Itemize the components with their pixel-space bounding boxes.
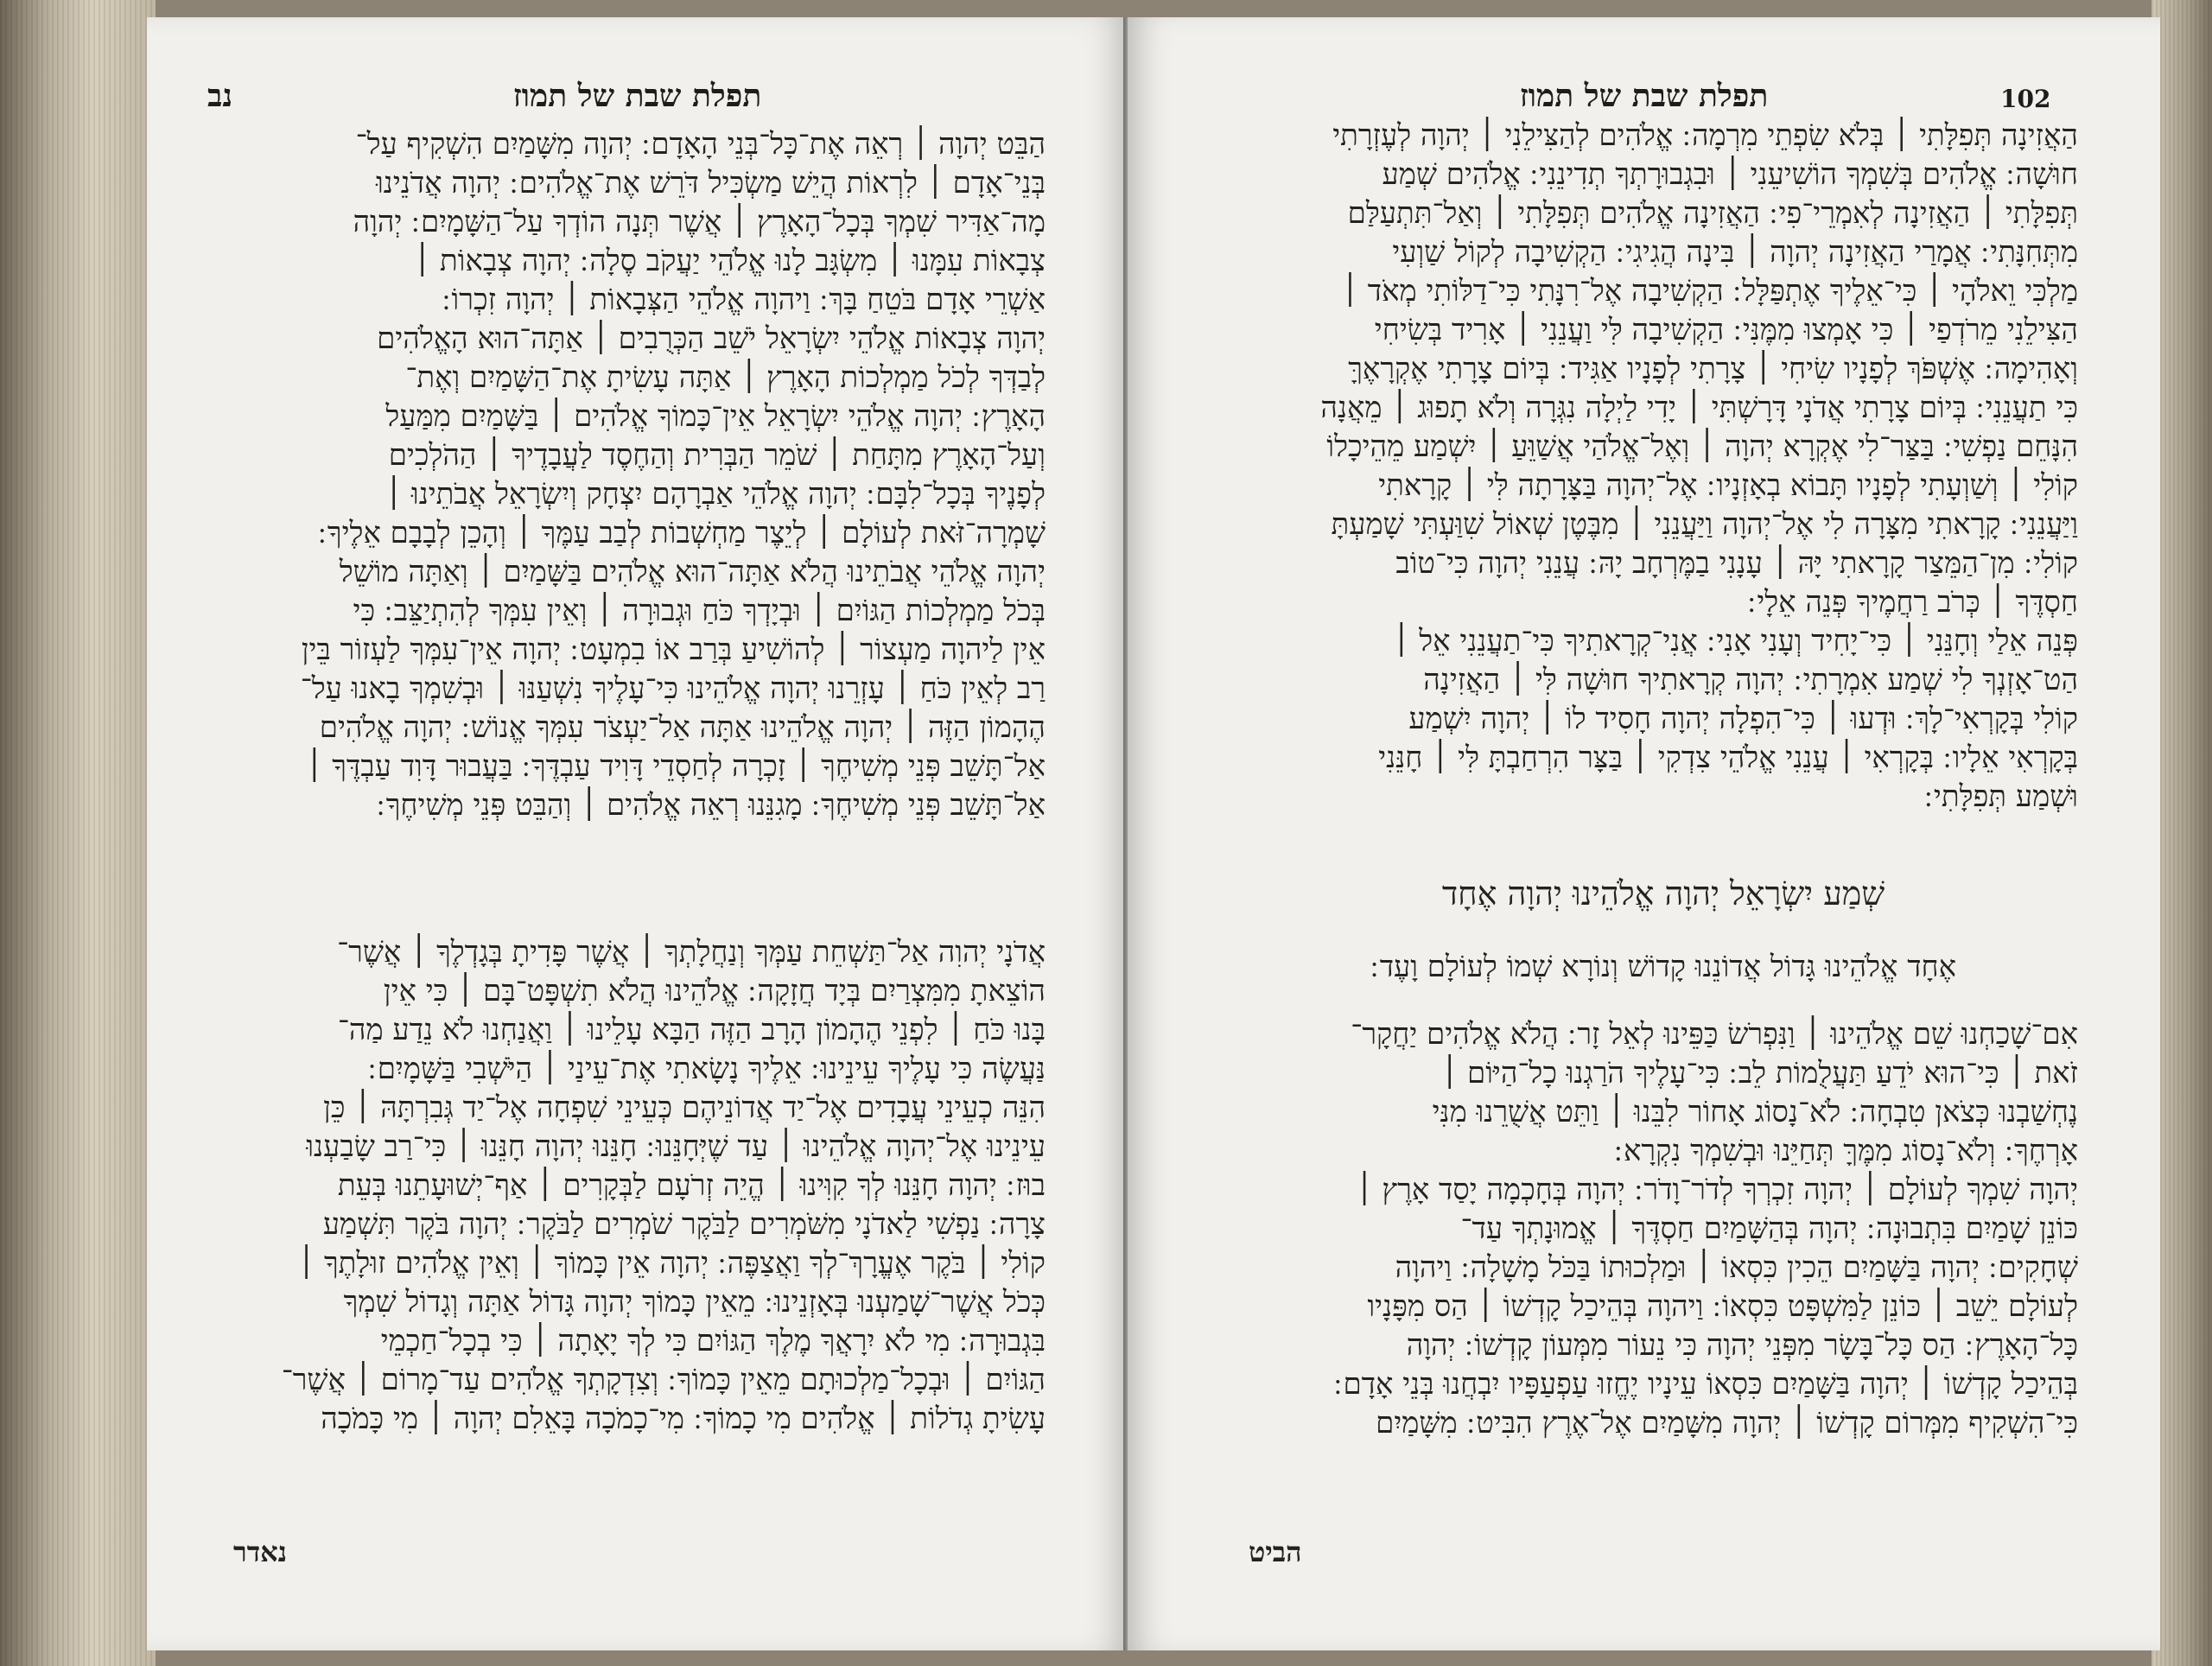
text-line: אֵין לַיהוָה מַעְצוֹר ׀ לְהוֹשִׁיעַ בְּרַב אוֹ בִמְעָט ׃ יְהוָה אֵין־עִמְּךָ לַעְזוֹר בֵּין [301,633,1046,667]
text-line: קוֹלִי בְּקָרְאִי־לָךְ ׃ וּדְעוּ ׀ כִּי־הִפְלָה יְהוָה חָסִיד לוֹ ׀ יְהוָה יִשְׁמַע [1408,702,2078,736]
text-line: הַט־אָזְנְךָ לִי שְׁמַע אִמְרָתִי ׃ יְהוָה קְרָאתִיךָ חוּשָׁה לִּי ׀ הַאֲזִינָה [1423,663,2078,697]
text-line: לְפָנֶיךָ בְּכָל־לִבָּם ׃ יְהוָה אֱלֹהֵי אַבְרָהָם יִצְחָק וְיִשְׂרָאֵל אֲבֹתֵינוּ ׀ [385,477,1046,512]
text-line: שְׁחָקִים ׃ יְהוָה בַּשָּׁמַיִם הֵכִין כִּסְאוֹ ׀ וּמַלְכוּתוֹ בַּכֹּל מָשָׁלָה ׃ וַיהוָה [1395,1250,2078,1285]
text-line: מַלְכִּי וֵאלֹהָי ׀ כִּי־אֵלֶיךָ אֶתְפַּלָּל ׃ הַקְשִׁיבָה אֶל־רִנָּתִי כִּי־דַלּוֹתִי מְאֹד ׀ [1341,274,2078,308]
text-line: וְאָהִימָה ׃ אֶשְׁפֹּךְ לְפָנָיו שִׂיחִי ׀ צָרָתִי לְפָנָיו אַגִּיד ׃ בְּיוֹם צָרָתִי אֶקְרָאֶךָּ [1348,352,2078,386]
text-line: רַב לְאֵין כֹּחַ ׀ עָזְרֵנוּ יְהוָה אֱלֹהֵינוּ כִּי־עָלֶיךָ נִשְׁעַנּוּ ׀ וּבְשִׁמְךָ בָאנוּ עַל־ [300,671,1046,706]
page-number: נב [207,78,233,114]
text-line: לְבַדְּךָ לְכֹל מַמְלְכוֹת הָאָרֶץ ׀ אַתָּה עָשִׂיתָ אֶת־הַשָּׁמַיִם וְאֶת־ [405,360,1046,395]
text-line: חַסְדֶּךָ ׀ כְּרֹב רַחֲמֶיךָ פְּנֵה אֵלָי ׃ [1747,585,2078,620]
text-line: כִּי־הִשְׁקִיף מִמְּרוֹם קָדְשׁוֹ ׀ יְהוָה מִשָּׁמַיִם אֶל־אֶרֶץ הִבִּיט ׃ מִשָּׁמַיִם [1376,1406,2078,1440]
text-line: כְּכֹל אֲשֶׁר־שָׁמַעְנוּ בְּאָזְנֵינוּ ׃ מֵאֵין כָּמוֹךָ יְהוָה גָּדוֹל אַתָּה וְגָדוֹל שִׁמְךָ [343,1285,1046,1319]
text-line: יְהוָה שִׁמְךָ לְעוֹלָם ׀ יְהוָה זִכְרְךָ לְדֹר־וָדֹר ׃ יְהוָה בְּחָכְמָה יָסַד אָרֶץ ׀ [1356,1173,2078,1207]
text-line: כָּל־הָאָרֶץ ׃ הַס כָּל־בָּשָׂר מִפְּנֵי יְהוָה כִּי נֵעוֹר מִמְּעוֹן קָדְשׁוֹ ׃ יְהוָה [1406,1328,2078,1363]
right-page [1128,17,2160,1650]
text-line: לְעוֹלָם יֵשֵׁב ׀ כּוֹנֵן לַמִּשְׁפָּט כִּסְאוֹ ׃ וַיהוָה בְּהֵיכַל קָדְשׁוֹ ׀ הַס מִפָּנָיו [1367,1289,2078,1324]
text-line: הוֹצֵאתָ מִמִּצְרַיִם בְּיָד חֲזָקָה ׃ אֱלֹהֵינוּ הֲלֹא תִשְׁפָּט־בָּם ׀ כִּי אֵין [383,974,1046,1008]
book-page-edges-left [0,0,156,1666]
text-line: יְהוָה אֱלֹהֵי אֲבֹתֵינוּ הֲלֹא אַתָּה־הוּא אֱלֹהִים בַּשָּׁמַיִם ׀ וְאַתָּה מוֹשֵׁל [339,555,1046,589]
text-line: יְהוָה צְבָאוֹת אֱלֹהֵי יִשְׂרָאֵל יֹשֵׁב הַכְּרֻבִים ׀ אַתָּה־הוּא הָאֱלֹהִים [377,321,1046,356]
text-block [1249,1015,2078,1443]
text-line: בְּכֹל מַמְלְכוֹת הַגּוֹיִם ׀ וּבְיָדְךָ כֹּחַ וּגְבוּרָה ׀ וְאֵין עִמְּךָ לְהִתְיַצֵּב ׃ כִּי [353,594,1046,628]
running-title: תפלת שבת של תמוז [512,78,762,114]
text-line: עֵינֵינוּ אֶל־יְהוָה אֱלֹהֵינוּ ׀ עַד שֶׁיְּחָנֵּנוּ ׃ חָנֵּנוּ יְהוָה חָנֵּנוּ ׀ כִּי־רַב שָׂבַעְנוּ [306,1129,1046,1164]
text-line: נַּעֲשֶׂה כִּי עָלֶיךָ עֵינֵינוּ ׃ אֵלֶיךָ נָשָׂאתִי אֶת־עֵינַי ׀ הַיֹּשְׁבִי בַּשָּׁמָיִם ׃ [367,1052,1046,1086]
text-line: מִתְּחִנָּתִי ׃ אֲמָרַי הַאֲזִינָה יְהוָה ׀ בִּינָה הֲגִיגִי ׃ הַקְשִׁיבָה לְקוֹל שַׁוְעִי [1392,235,2078,270]
book-page-edges-right [2152,0,2212,1666]
text-line: קוֹלִי ׀ בֹּקֶר אֶעֱרָךְ־לְךָ וַאֲצַפֶּה ׃ יְהוָה אֵין כָּמוֹךָ ׀ וְאֵין אֱלֹהִים זוּלָתֶךָ ׀ [298,1246,1046,1281]
text-line: חוּשָׁה ׃ אֱלֹהִים בְּשִׁמְךָ הוֹשִׁיעֵנִי ׀ וּבִגְבוּרָתְךָ תְדִינֵנִי ׃ אֱלֹהִים שְׁמַע [1382,157,2078,192]
text-line: אִם־שָׁכַחְנוּ שֵׁם אֱלֹהֵינוּ ׀ וַנִּפְרֹשׂ כַּפֵּינוּ לְאֵל זָר ׃ הֲלֹא אֱלֹהִים יַחֲקָר־ [1351,1017,2078,1052]
text-line: מָה־אַדִּיר שִׁמְךָ בְּכָל־הָאָרֶץ ׀ אֲשֶׁר תְּנָה הוֹדְךָ עַל־הַשָּׁמָיִם ׃ יְהוָה [353,205,1046,239]
shema-line: שְׁמַע יִשְׂרָאֵל יְהוָה אֱלֹהֵינוּ יְהוָה אֶחָד [1441,874,1885,912]
text-line: קוֹלִי ׀ וְשַׁוְעָתִי לְפָנָיו תָּבוֹא בְאָזְנָיו ׃ אֶל־יְהוָה בַּצָּרָתָה לִּי ׀ קָרָאתִי [1378,468,2078,503]
text-line: הַאֲזִינָה תְּפִלָּתִי ׀ בְּלֹא שִׂפְתֵי מִרְמָה ׃ אֱלֹהִים לְהַצִּילֵנִי ׀ יְהוָה לְעֶזְרָתִי [1332,118,2078,153]
text-line: תְּפִלָּתִי ׀ הַאֲזִינָה לְאִמְרֵי־פִי ׃ הַאֲזִינָה אֱלֹהִים תְּפִלָּתִי ׀ וְאַל־תִּתְעַלַּם [1347,196,2078,231]
text-line: הַצִּילֵנִי מֵרֹדְפַי ׀ כִּי אָמְצוּ מִמֶּנִּי ׃ הַקְשִׁיבָה לִּי וַעֲנֵנִי ׀ אָרִיד בְּשִׂיחִי [1374,313,2078,347]
text-line: אַל־תָּשֵׁב פְּנֵי מְשִׁיחֶךָ ׀ זָכְרָה לְחַסְדֵי דָּוִיד עַבְדֶּךָ ׃ בַּעֲבוּר דָּוִד עַבְדֶּךָ ׀ [306,749,1046,784]
text-block [216,933,1046,1439]
text-line: עָשִׂיתָ גְדֹלוֹת ׀ אֱלֹהִים מִי כָמוֹךָ ׃ מִי־כָמֹכָה בָּאֵלִם יְהוָה ׀ מִי כָּמֹכָה [321,1402,1046,1436]
ehad-line: אֶחָד אֱלֹהֵינוּ גָּדוֹל אֲדוֹנֵנוּ קָדוֹשׁ וְנוֹרָא שְׁמוֹ לְעוֹלָם וָעֶד ׃ [1370,950,1957,984]
text-line: נֶחְשַׁבְנוּ כְּצֹאן טִבְחָה ׃ לֹא־נָסוֹג אָחוֹר לִבֵּנוּ ׀ וַתֵּט אֲשֻׁרֵנוּ מִנִּי [1432,1095,2078,1129]
text-line: בְּהֵיכַל קָדְשׁוֹ ׀ יְהוָה בַּשָּׁמַיִם כִּסְאוֹ עֵינָיו יֶחֱזוּ עַפְעַפָּיו יִבְחֲנוּ בְּנֵי אָדָם ׃ [1333,1367,2078,1402]
text-line: וַיַּעֲנֵנִי ׃ קָרָאתִי מִצָּרָה לִי אֶל־יְהוָה וַיַּעֲנֵנִי ׀ מִבֶּטֶן שְׁאוֹל שִׁוַּעְתִּי שָׁמַעְתָּ [1331,507,2078,542]
text-line: אַשְׁרֵי אָדָם בֹּטֵחַ בָּךְ ׃ וַיהוָה אֱלֹהֵי הַצְּבָאוֹת ׀ יְהוָה זִכְרוֹ ׃ [442,283,1046,317]
text-line: הֶהָמוֹן הַזֶּה ׀ יְהוָה אֱלֹהֵינוּ אַתָּה אַל־יַעְצֹר עִמְּךָ אֱנוֹשׁ ׃ יְהוָה אֱלֹהִים [319,710,1046,745]
text-line: פְּנֵה אֵלַי וְחָנֵּנִי ׀ כִּי־יָחִיד וְעָנִי אָנִי ׃ אֲנִי־קְרָאתִיךָ כִּי־תַעֲנֵנִי אֵל ׀ [1393,624,2078,658]
text-block [1249,117,2078,817]
text-line: אָרְחֶךָ ׃ וְלֹא־נָסוֹג מִמֶּךָּ תְּחַיֵּנוּ וּבְשִׁמְךָ נִקְרָא ׃ [1614,1134,2078,1168]
text-line: וּשְׁמַע תְּפִלָּתִי ׃ [1924,779,2078,814]
running-title: תפלת שבת של תמוז [1519,78,1769,114]
text-block [216,125,1046,825]
text-line: הִנֵּה כְעֵינֵי עֲבָדִים אֶל־יַד אֲדוֹנֵיהֶם כְּעֵינֵי שִׁפְחָה אֶל־יַד גְּבִרְתָּהּ ׀ כֵּן [323,1091,1046,1125]
text-line: כּוֹנֵן שָׁמַיִם בִּתְבוּנָה ׃ יְהוָה בְּהַשָּׁמַיִם חַסְדֶּךָ ׀ אֱמוּנָתְךָ עַד־ [1460,1211,2078,1246]
page-number: 102 [2000,85,2051,113]
text-line: זֹאת ׀ כִּי־הוּא יֹדֵעַ תַּעֲלֻמוֹת לֵב ׃ כִּי־עָלֶיךָ הֹרַגְנוּ כָל־הַיּוֹם ׀ [1441,1056,2078,1091]
text-line: כִּי תַעֲנֵנִי ׃ בְּיוֹם צָרָתִי אֲדֹנָי דָּרָשְׁתִּי ׀ יָדִי לַיְלָה נִגְּרָה וְלֹא תָפוּג ׀ מֵאֲנָה [1320,391,2078,425]
text-line: הַבֵּט יְהוָה ׀ רְאֵה אֶת־כָּל־בְּנֵי הָאָדָם ׃ יְהוָה מִשָּׁמַיִם הִשְׁקִיף עַל־ [355,127,1046,162]
text-line: בִּגְבוּרָה ׃ מִי לֹא יִרָאֲךָ מֶלֶךְ הַגּוֹיִם כִּי לְךָ יָאָתָה ׀ כִּי בְכָל־חַכְמֵי [380,1324,1046,1358]
text-line: בְּנֵי־אָדָם ׀ לִרְאוֹת הֲיֵשׁ מַשְׂכִּיל דֹּרֵשׁ אֶת־אֱלֹהִים ׃ יְהוָה אֲדֹנֵינוּ [376,166,1046,200]
text-line: הִנָּחֵם נַפְשִׁי ׃ בַּצַּר־לִי אֶקְרָא יְהוָה ׀ וְאֶל־אֱלֹהַי אֲשַׁוֵּעַ ׀ יִשְׁמַע מֵהֵיכָלוֹ [1326,429,2078,464]
text-line: בָּנוּ כֹּחַ ׀ לִפְנֵי הֶהָמוֹן הָרָב הַזֶּה הַבָּא עָלֵינוּ ׀ וַאֲנַחְנוּ לֹא נֵדַע מַה־ [337,1013,1046,1047]
catchword: נאדר [233,1536,288,1568]
text-line: קוֹלִי ׃ מִן־הַמֵּצַר קָרָאתִי יָּהּ ׀ עָנָנִי בַמֶּרְחָב יָהּ ׃ עֲנֵנִי יְהוָה כִּי־טוֹב [1395,546,2078,581]
left-page [147,17,1128,1650]
text-line: שָׁמְרָה־זֹּאת לְעוֹלָם ׀ לְיֵצֶר מַחְשְׁבוֹת לְבַב עַמֶּךָ ׀ וְהָכֵן לְבָבָם אֵלֶיךָ ׃ [318,516,1046,550]
text-line: צְבָאוֹת עִמָּנוּ ׀ מִשְׂגָּב לָנוּ אֱלֹהֵי יַעֲקֹב סֶלָה ׃ יְהוָה צְבָאוֹת ׀ [414,244,1046,278]
text-line: בְּקָרְאִי אֵלָיו ׃ בְּקָרְאִי ׀ עֲנֵנִי אֱלֹהֵי צִדְקִי ׀ בַּצָּר הִרְחַבְתָּ לִּי ׀ חָנֵּנִי [1378,741,2078,775]
text-line: צָרָה ׃ נַפְשִׁי לַאדֹנָי מִשֹּׁמְרִים לַבֹּקֶר שֹׁמְרִים לַבֹּקֶר ׃ יְהוָה בֹּקֶר תִּשְׁמַע [322,1207,1046,1242]
catchword: הביט [1249,1536,1302,1568]
text-line: אֲדֹנָי יְהוִה אַל־תַּשְׁחֵת עַמְּךָ וְנַחֲלָתְךָ ׀ אֲשֶׁר פָּדִיתָ בְּגָדְלֶךָ ׀ אֲשֶׁר־ [337,935,1046,970]
text-line: וְעַל־הָאָרֶץ מִתָּחַת ׀ שֹׁמֵר הַבְּרִית וְהַחֶסֶד לַעֲבָדֶיךָ ׀ הַהֹלְכִים [388,438,1046,473]
text-line: הַגּוֹיִם ׀ וּבְכָל־מַלְכוּתָם מֵאֵין כָּמוֹךָ ׃ וְצִדְקָתְךָ אֱלֹהִים עַד־מָרוֹם ׀ אֲשֶׁר־ [281,1363,1046,1397]
text-line: אַל־תָּשֵׁב פְּנֵי מְשִׁיחֶךָ ׃ מָגִנֵּנוּ רְאֵה אֱלֹהִים ׀ וְהַבֵּט פְּנֵי מְשִׁיחֶךָ ׃ [376,788,1046,823]
text-line: בוּז ׃ יְהוָה חָנֵּנוּ לְךָ קִוִּינוּ ׀ הֱיֵה זְרֹעָם לַבְּקָרִים ׀ אַף־יְשׁוּעָתֵנוּ בְּעֵת [337,1168,1046,1203]
text-line: הָאָרֶץ ׃ יְהוָה אֱלֹהֵי יִשְׂרָאֵל אֵין־כָּמוֹךָ אֱלֹהִים ׀ בַּשָּׁמַיִם מִמַּעַל [385,399,1046,434]
